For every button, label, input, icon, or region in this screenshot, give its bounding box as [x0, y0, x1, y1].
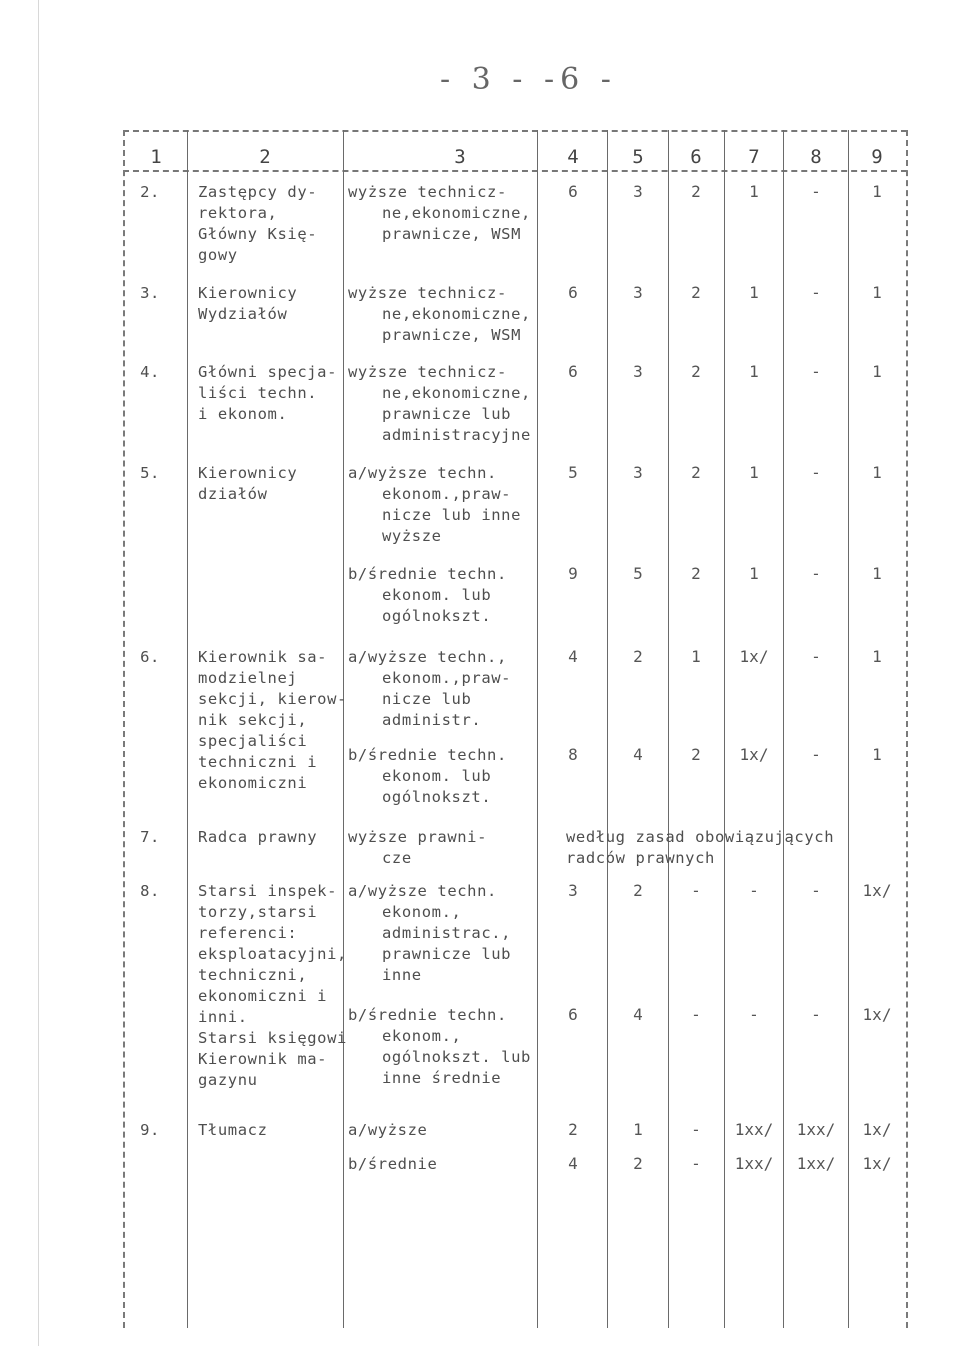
value-cell-col-8: - [811, 564, 821, 583]
row-title-line: Tłumacz [198, 1121, 268, 1139]
column-header-2: 2 [259, 146, 271, 168]
value-cell-col-4: 2 [568, 1120, 578, 1139]
value-cell-col-5: 2 [633, 881, 643, 900]
value-cell-col-5: 2 [633, 647, 643, 666]
value-cell-col-6: 2 [691, 463, 701, 482]
education-line: cze [382, 849, 412, 867]
row-title-line: ekonomiczni [198, 774, 308, 792]
value-cell-col-4: 3 [568, 881, 578, 900]
value-cell-col-8: - [811, 745, 821, 764]
page-edge [38, 0, 39, 1346]
col-divider-7 [783, 130, 784, 1328]
row-title-line: specjaliści [198, 732, 308, 750]
value-cell-col-9: 1 [872, 647, 882, 666]
column-header-9: 9 [871, 146, 883, 168]
column-header-4: 4 [567, 146, 579, 168]
value-cell-col-8: - [811, 362, 821, 381]
value-cell-col-6: - [691, 1154, 701, 1173]
header-bottom-border [123, 170, 907, 172]
row-title-line: inni. [198, 1008, 248, 1026]
education-line: ekonom.,praw- [382, 669, 512, 687]
value-cell-col-8: - [811, 283, 821, 302]
education-line: ekonom. lub [382, 586, 492, 604]
value-cell-col-8: - [811, 182, 821, 201]
row-title-line: ekonomiczni i [198, 987, 328, 1005]
row-title-line: sekcji, kierow- [198, 690, 347, 708]
value-cell-col-4: 9 [568, 564, 578, 583]
value-cell-col-9: 1 [872, 283, 882, 302]
column-header-7: 7 [748, 146, 760, 168]
row-number: 5. [140, 464, 160, 482]
col-divider-2 [343, 130, 344, 1328]
row-title-line: Starsi księgowi [198, 1029, 347, 1047]
row-number: 2. [140, 183, 160, 201]
value-cell-col-4: 6 [568, 1005, 578, 1024]
value-cell-col-9: 1 [872, 362, 882, 381]
row-title-line: rektora, [198, 204, 278, 222]
row-number: 7. [140, 828, 160, 846]
education-line: inne [382, 966, 422, 984]
value-cell-col-6: - [691, 1120, 701, 1139]
value-cell-col-9: 1 [872, 182, 882, 201]
column-header-1: 1 [150, 146, 162, 168]
value-cell-col-6: 1 [691, 647, 701, 666]
row-title-line: liści techn. [198, 384, 318, 402]
row-title-line: techniczni, [198, 966, 308, 984]
value-cell-col-6: 2 [691, 362, 701, 381]
value-cell-col-8: 1xx/ [796, 1154, 836, 1173]
value-cell-col-9: 1x/ [862, 881, 892, 900]
education-line: ogólnokszt. [382, 788, 492, 806]
education-line: wyższe technicz- [348, 183, 507, 201]
column-header-5: 5 [632, 146, 644, 168]
page-number: - 3 - -6 - [440, 62, 617, 97]
education-line: prawnicze lub [382, 405, 512, 423]
row-number: 4. [140, 363, 160, 381]
education-line: ekonom., [382, 1027, 462, 1045]
education-line: ne,ekonomiczne, [382, 384, 531, 402]
value-cell-col-7: 1 [749, 182, 759, 201]
col-divider-4 [607, 130, 608, 1328]
education-line: nicze lub inne [382, 506, 522, 524]
education-line: prawnicze lub [382, 945, 512, 963]
education-line: a/wyższe [348, 1121, 428, 1139]
education-line: a/wyższe techn. [348, 464, 497, 482]
education-line: administr. [382, 711, 482, 729]
value-cell-col-5: 3 [633, 463, 643, 482]
value-cell-col-7: 1x/ [739, 647, 769, 666]
row-title-line: gowy [198, 246, 238, 264]
value-cell-col-9: 1 [872, 463, 882, 482]
education-line: wyższe technicz- [348, 363, 507, 381]
education-line: a/wyższe techn. [348, 882, 497, 900]
row-title-line: Starsi inspek- [198, 882, 338, 900]
value-cell-col-7: 1xx/ [734, 1120, 774, 1139]
column-header-8: 8 [810, 146, 822, 168]
row-title-line: Wydziałów [198, 305, 288, 323]
education-line: ogólnokszt. [382, 607, 492, 625]
note-line: według zasad obowiązujących [566, 828, 835, 846]
table-top-border [123, 130, 907, 132]
row-title-line: eksploatacyjni, [198, 945, 347, 963]
value-cell-col-4: 6 [568, 182, 578, 201]
value-cell-col-5: 3 [633, 182, 643, 201]
education-line: a/wyższe techn., [348, 648, 507, 666]
row-number: 8. [140, 882, 160, 900]
value-cell-col-7: 1 [749, 463, 759, 482]
row-title-line: modzielnej [198, 669, 298, 687]
education-line: b/średnie techn. [348, 1006, 507, 1024]
column-header-3: 3 [454, 146, 466, 168]
value-cell-col-8: - [811, 463, 821, 482]
value-cell-col-7: 1 [749, 283, 759, 302]
row-title-line: referenci: [198, 924, 298, 942]
education-line: b/średnie techn. [348, 565, 507, 583]
value-cell-col-7: 1 [749, 362, 759, 381]
value-cell-col-8: - [811, 1005, 821, 1024]
value-cell-col-9: 1 [872, 745, 882, 764]
column-header-6: 6 [690, 146, 702, 168]
value-cell-col-6: 2 [691, 283, 701, 302]
value-cell-col-5: 4 [633, 745, 643, 764]
education-line: b/średnie [348, 1155, 438, 1173]
value-cell-col-7: 1xx/ [734, 1154, 774, 1173]
row-title-line: gazynu [198, 1071, 258, 1089]
value-cell-col-4: 5 [568, 463, 578, 482]
education-line: b/średnie techn. [348, 746, 507, 764]
education-line: ekonom. lub [382, 767, 492, 785]
value-cell-col-9: 1x/ [862, 1005, 892, 1024]
row-number: 6. [140, 648, 160, 666]
value-cell-col-5: 3 [633, 362, 643, 381]
row-title-line: Główni specja- [198, 363, 338, 381]
education-line: wyższe technicz- [348, 284, 507, 302]
row-title-line: Kierownik sa- [198, 648, 328, 666]
education-line: inne średnie [382, 1069, 502, 1087]
col-divider-8 [848, 130, 849, 1328]
row-title-line: działów [198, 485, 268, 503]
table-right-border [906, 130, 908, 1328]
value-cell-col-5: 1 [633, 1120, 643, 1139]
education-line: administracyjne [382, 426, 531, 444]
row-title-line: Główny Księ- [198, 225, 318, 243]
value-cell-col-6: 2 [691, 564, 701, 583]
value-cell-col-8: - [811, 881, 821, 900]
education-line: ne,ekonomiczne, [382, 204, 531, 222]
education-line: wyższe [382, 527, 442, 545]
value-cell-col-8: - [811, 647, 821, 666]
education-line: nicze lub [382, 690, 472, 708]
value-cell-col-5: 4 [633, 1005, 643, 1024]
value-cell-col-9: 1x/ [862, 1120, 892, 1139]
education-line: ekonom., [382, 903, 462, 921]
value-cell-col-6: 2 [691, 745, 701, 764]
row-title-line: torzy,starsi [198, 903, 318, 921]
value-cell-col-8: 1xx/ [796, 1120, 836, 1139]
col-divider-5 [668, 130, 669, 1328]
value-cell-col-5: 2 [633, 1154, 643, 1173]
col-divider-1 [187, 130, 188, 1328]
education-line: administrac., [382, 924, 512, 942]
table-left-border [123, 130, 125, 1328]
value-cell-col-4: 4 [568, 1154, 578, 1173]
value-cell-col-7: - [749, 881, 759, 900]
education-line: wyższe prawni- [348, 828, 488, 846]
education-line: ne,ekonomiczne, [382, 305, 531, 323]
value-cell-col-4: 8 [568, 745, 578, 764]
education-line: prawnicze, WSM [382, 225, 522, 243]
row-title-line: Zastępcy dy- [198, 183, 318, 201]
value-cell-col-9: 1 [872, 564, 882, 583]
row-title-line: Kierownik ma- [198, 1050, 328, 1068]
row-title-line: Radca prawny [198, 828, 318, 846]
row-title-line: Kierownicy [198, 464, 298, 482]
education-line: prawnicze, WSM [382, 326, 522, 344]
col-divider-3 [537, 130, 538, 1328]
value-cell-col-9: 1x/ [862, 1154, 892, 1173]
value-cell-col-7: 1 [749, 564, 759, 583]
col-divider-6 [724, 130, 725, 1328]
value-cell-col-4: 6 [568, 283, 578, 302]
value-cell-col-5: 3 [633, 283, 643, 302]
value-cell-col-6: - [691, 1005, 701, 1024]
row-title-line: techniczni i [198, 753, 318, 771]
row-title-line: Kierownicy [198, 284, 298, 302]
value-cell-col-5: 5 [633, 564, 643, 583]
education-line: ekonom.,praw- [382, 485, 512, 503]
row-title-line: i ekonom. [198, 405, 288, 423]
value-cell-col-7: - [749, 1005, 759, 1024]
row-title-line: nik sekcji, [198, 711, 308, 729]
row-number: 3. [140, 284, 160, 302]
row-number: 9. [140, 1121, 160, 1139]
value-cell-col-7: 1x/ [739, 745, 769, 764]
value-cell-col-4: 6 [568, 362, 578, 381]
value-cell-col-4: 4 [568, 647, 578, 666]
value-cell-col-6: 2 [691, 182, 701, 201]
note-line: radców prawnych [566, 849, 715, 867]
value-cell-col-6: - [691, 881, 701, 900]
education-line: ogólnokszt. lub [382, 1048, 531, 1066]
